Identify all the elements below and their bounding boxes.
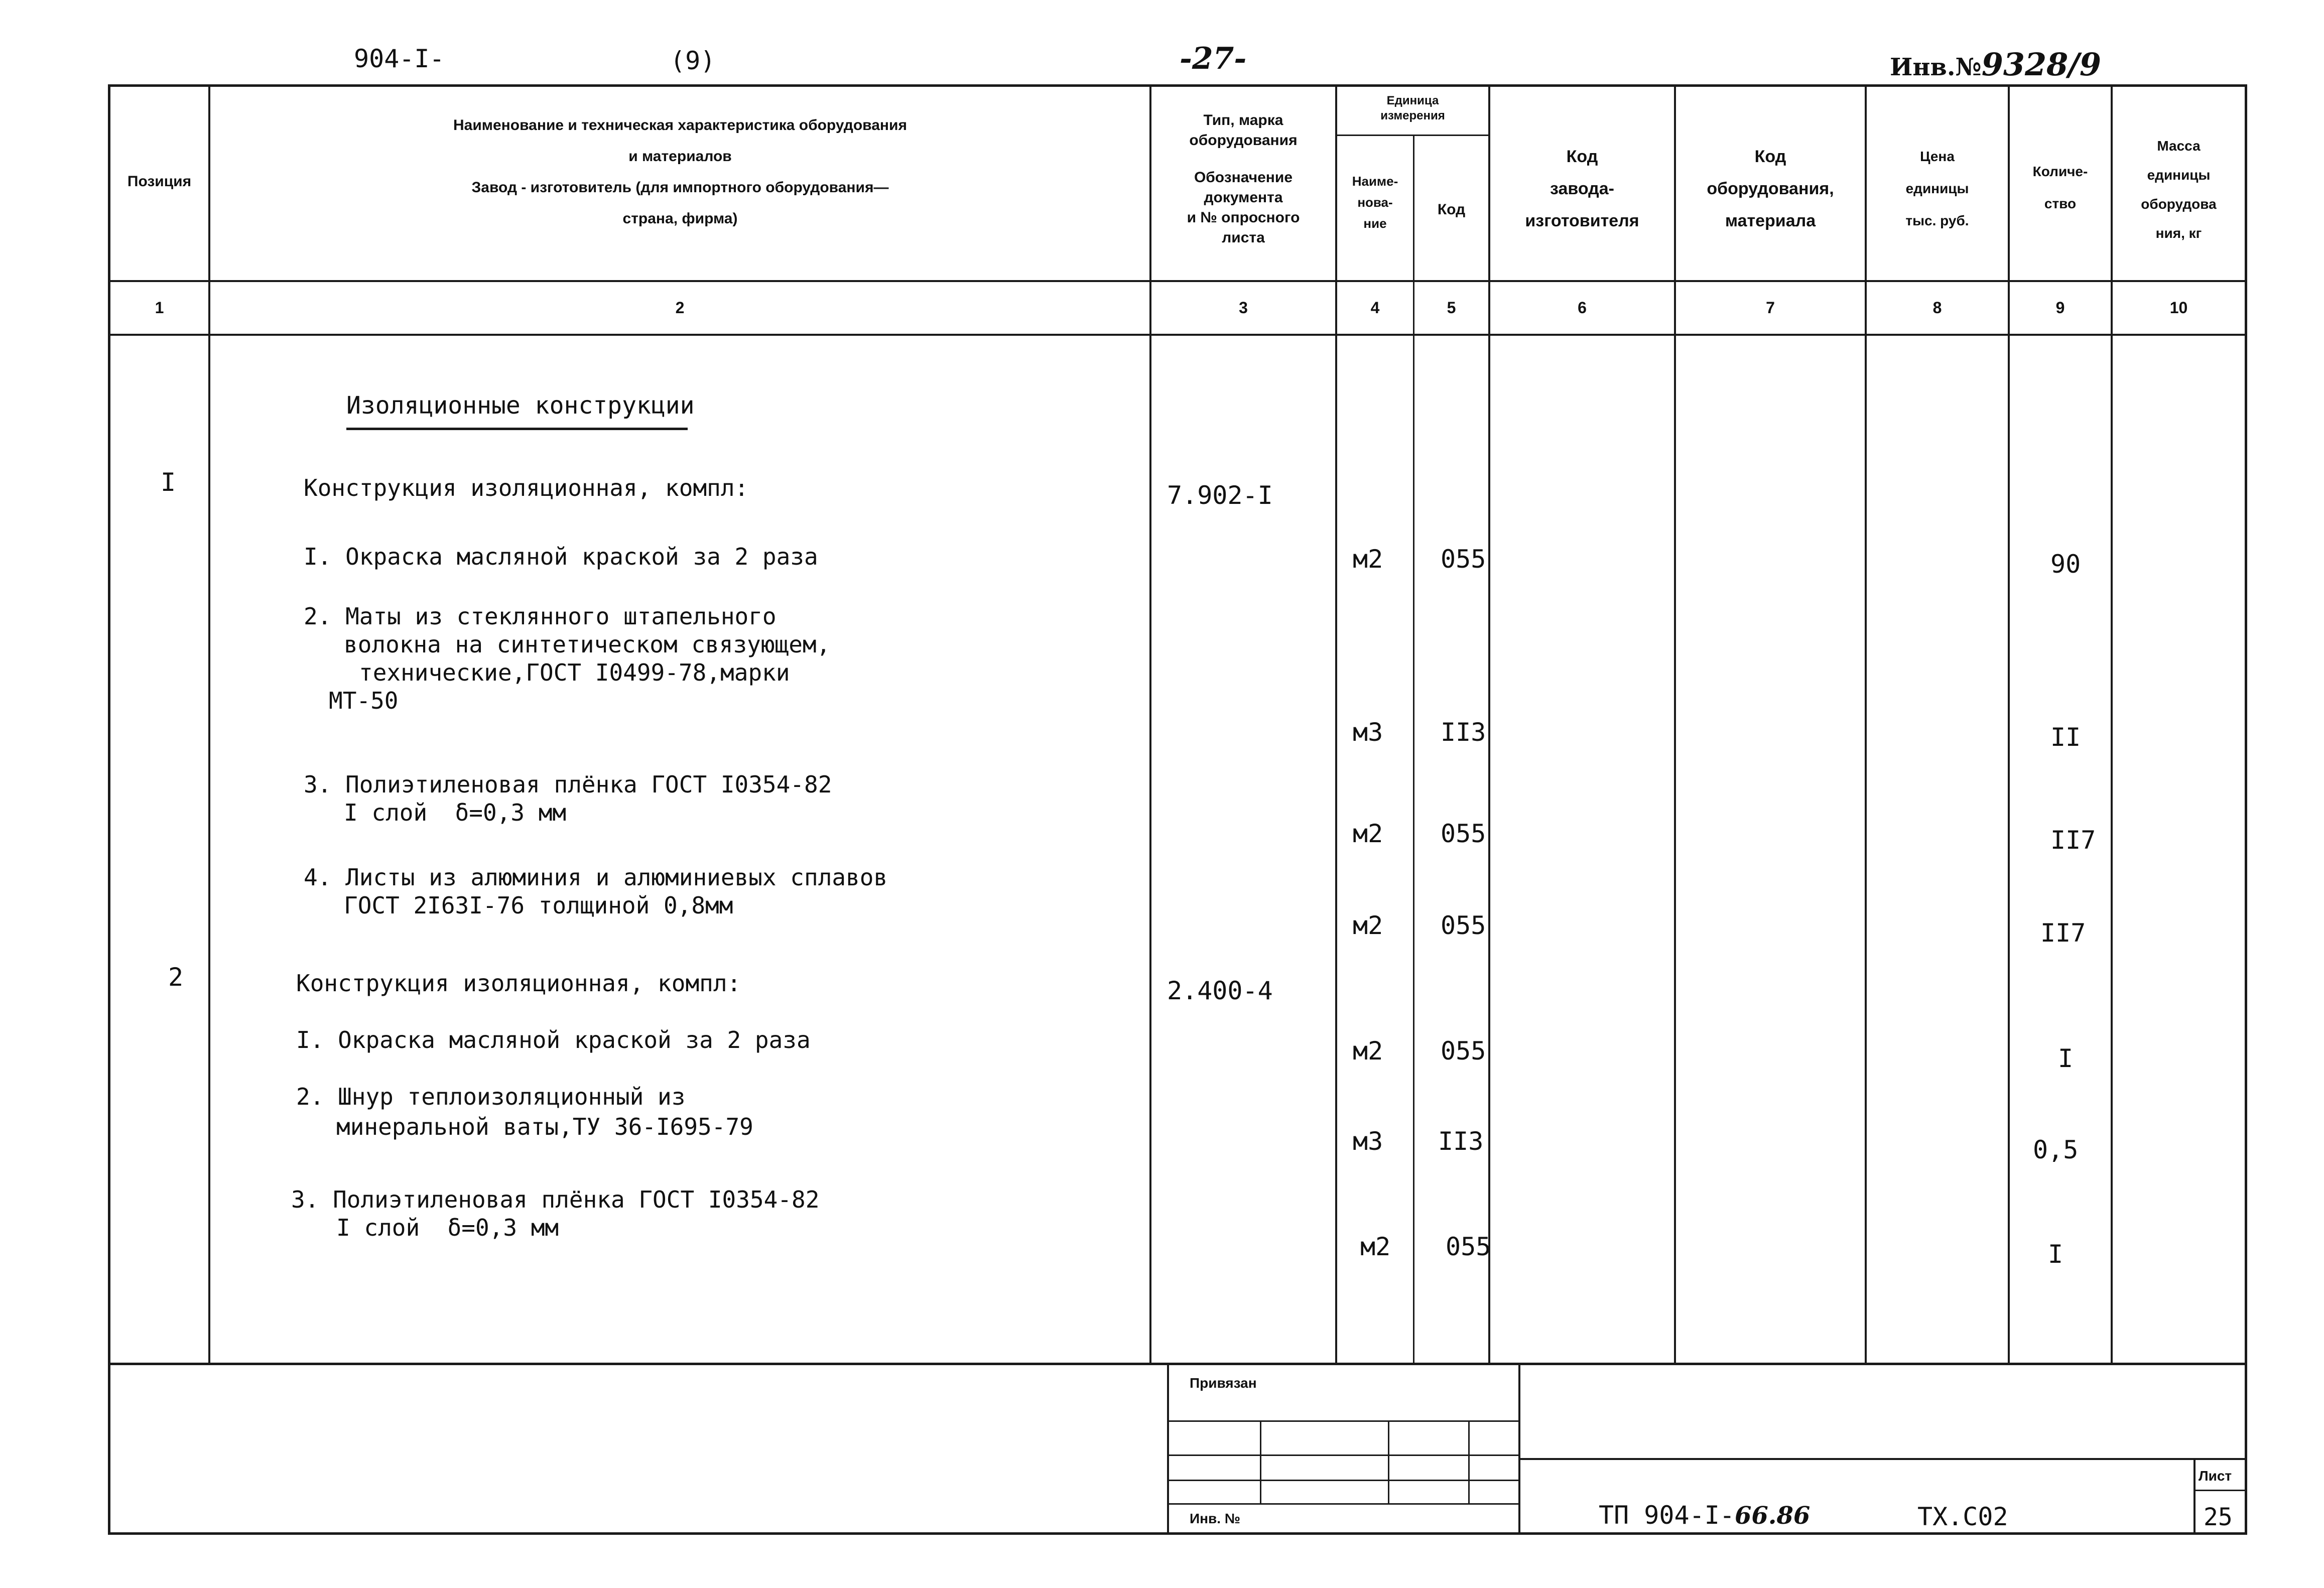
item2b-quantity: 0,5 bbox=[2033, 1135, 2079, 1164]
header-equipment-code bbox=[1676, 141, 1865, 237]
header-type-line4: документа bbox=[1204, 189, 1283, 206]
item2a-quantity: I bbox=[2058, 1044, 2074, 1073]
item2c-line2: I слой δ=0,3 мм bbox=[336, 1214, 559, 1241]
item1d-name bbox=[304, 863, 887, 919]
item1-type: 7.902-I bbox=[1167, 481, 1273, 510]
colnum-6: 6 bbox=[1578, 299, 1587, 317]
item2b-unit: м3 bbox=[1353, 1127, 1383, 1156]
sheet-label: Лист bbox=[2199, 1468, 2232, 1484]
header-equipment-code-line1: Код bbox=[1754, 147, 1786, 166]
page-number: -27- bbox=[1180, 41, 1247, 76]
header-mass-line1: Масса bbox=[2157, 138, 2201, 154]
footer-grid-row2 bbox=[1169, 1454, 1518, 1456]
col-line-1 bbox=[208, 84, 210, 1364]
inventory-stamp bbox=[1890, 46, 2101, 83]
sheet-box-left bbox=[2193, 1458, 2196, 1535]
header-unit-name-line2: нова- bbox=[1357, 195, 1393, 210]
col-line-5 bbox=[1488, 84, 1490, 1364]
col-line-6 bbox=[1674, 84, 1676, 1364]
header-unit-group bbox=[1337, 93, 1488, 123]
header-name bbox=[211, 114, 1149, 230]
header-price-line3: тыс. руб. bbox=[1905, 213, 1969, 228]
inventory-number: 9328/9 bbox=[1981, 46, 2102, 83]
frame-bottom bbox=[108, 1532, 2247, 1535]
item1c-line2: I слой δ=0,3 мм bbox=[344, 799, 567, 826]
colnum-7: 7 bbox=[1766, 299, 1775, 317]
item2c-code: 055 bbox=[1446, 1232, 1491, 1261]
footer-stamp-divider bbox=[1520, 1458, 2245, 1460]
item1-position: I bbox=[161, 468, 176, 497]
item1a-unit: м2 bbox=[1353, 545, 1383, 574]
footer-grid-row3 bbox=[1169, 1480, 1518, 1481]
project-code: 904-I- bbox=[354, 44, 445, 73]
document-code-prefix: ТП 904-I- bbox=[1599, 1501, 1735, 1530]
sheet-box-divider bbox=[2196, 1490, 2245, 1491]
colnum-2: 2 bbox=[675, 299, 685, 317]
item2c-unit: м2 bbox=[1360, 1232, 1391, 1261]
section-title-underline bbox=[346, 428, 688, 430]
header-unit-name-line3: ние bbox=[1363, 216, 1387, 231]
colnum-3: 3 bbox=[1239, 299, 1248, 317]
linked-label: Привязан bbox=[1190, 1375, 1257, 1391]
item1d-line2: ГОСТ 2I63I-76 толщиной 0,8мм bbox=[344, 892, 733, 919]
item1c-name bbox=[304, 770, 832, 827]
item1a-code: 055 bbox=[1441, 545, 1486, 574]
header-mass-line2: единицы bbox=[2147, 167, 2211, 183]
inventory-label: Инв.№ bbox=[1890, 53, 1982, 81]
header-type-line1: Тип, марка bbox=[1203, 112, 1283, 128]
item1c-code: 055 bbox=[1441, 819, 1486, 848]
item2-type: 2.400-4 bbox=[1167, 976, 1273, 1005]
header-position: Позиция bbox=[127, 173, 192, 190]
item1c-unit: м2 bbox=[1353, 819, 1383, 848]
item1b-unit: м3 bbox=[1353, 718, 1383, 747]
colnum-9: 9 bbox=[2055, 299, 2065, 317]
header-type-line2: оборудования bbox=[1189, 132, 1298, 149]
footer-grid-row4 bbox=[1169, 1503, 1518, 1505]
footer-grid-col1 bbox=[1260, 1420, 1261, 1503]
header-unit-group-line1: Единица bbox=[1386, 94, 1439, 107]
header-plant-code bbox=[1490, 141, 1674, 237]
item1b-line3: технические,ГОСТ I0499-78,марки bbox=[359, 659, 790, 686]
item1b-line1: 2. Маты из стеклянного штапельного bbox=[304, 603, 777, 630]
item1b-name bbox=[304, 602, 830, 715]
item1d-line1: 4. Листы из алюминия и алюминиевых сплавов bbox=[304, 864, 888, 891]
header-name-line4: страна, фирма) bbox=[622, 210, 738, 227]
header-name-line2: и материалов bbox=[628, 148, 732, 165]
footer-grid-col3 bbox=[1468, 1420, 1470, 1503]
inventory-no-label: Инв. № bbox=[1190, 1511, 1241, 1526]
item2b-line2: минеральной ваты,ТУ 36-I695-79 bbox=[336, 1113, 753, 1140]
header-quantity-line2: ство bbox=[2044, 196, 2077, 211]
header-unit-group-line2: измерения bbox=[1380, 109, 1445, 122]
col-line-7 bbox=[1865, 84, 1867, 1364]
header-equipment-code-line2: оборудования, bbox=[1707, 179, 1834, 198]
col-line-3 bbox=[1335, 84, 1337, 1364]
header-price bbox=[1867, 141, 2008, 237]
item1b-line2: волокна на синтетическом связующем, bbox=[344, 631, 831, 658]
body-bottom bbox=[108, 1363, 2247, 1365]
footer-grid-row1 bbox=[1169, 1420, 1518, 1422]
item1b-quantity: II bbox=[2050, 723, 2081, 752]
colnum-10: 10 bbox=[2169, 299, 2188, 317]
colnum-1: 1 bbox=[155, 299, 164, 317]
frame-top bbox=[108, 84, 2247, 87]
item2c-name bbox=[291, 1185, 819, 1242]
document-section: ТХ.С02 bbox=[1917, 1502, 2008, 1531]
header-unit-name bbox=[1337, 171, 1413, 234]
colnum-8: 8 bbox=[1932, 299, 1942, 317]
header-unit-code: Код bbox=[1437, 201, 1466, 218]
footer-block-left bbox=[1167, 1365, 1169, 1535]
header-type bbox=[1151, 110, 1335, 248]
project-part: (9) bbox=[670, 46, 716, 75]
header-type-line3: Обозначение bbox=[1194, 169, 1293, 186]
header-mass-line4: ния, кг bbox=[2155, 225, 2202, 241]
header-price-line2: единицы bbox=[1905, 181, 1969, 196]
header-divider bbox=[108, 280, 2247, 282]
item1c-line1: 3. Полиэтиленовая плёнка ГОСТ I0354-82 bbox=[304, 771, 832, 798]
item1a-name: I. Окраска масляной краской за 2 раза bbox=[304, 543, 818, 570]
item2b-line1: 2. Шнур теплоизоляционный из bbox=[296, 1083, 686, 1110]
unit-group-divider bbox=[1335, 135, 1488, 136]
header-plant-code-line2: завода- bbox=[1550, 179, 1614, 198]
item2-position: 2 bbox=[168, 963, 184, 992]
colnum-4: 4 bbox=[1370, 299, 1380, 317]
header-mass-line3: оборудова bbox=[2141, 196, 2217, 212]
header-type-line5: и № опросного bbox=[1187, 209, 1300, 226]
colnum-divider bbox=[108, 334, 2247, 336]
header-mass bbox=[2113, 131, 2245, 248]
document-code-number: 66.86 bbox=[1734, 1502, 1811, 1530]
item2c-line1: 3. Полиэтиленовая плёнка ГОСТ I0354-82 bbox=[291, 1186, 820, 1213]
item1d-quantity: II7 bbox=[2040, 918, 2086, 948]
item2a-name: I. Окраска масляной краской за 2 раза bbox=[296, 1026, 811, 1053]
col-line-4 bbox=[1413, 135, 1414, 1364]
item1-name: Конструкция изоляционная, компл: bbox=[304, 474, 749, 501]
item2b-code: II3 bbox=[1438, 1127, 1484, 1156]
item2b-name bbox=[296, 1082, 753, 1142]
section-title: Изоляционные конструкции bbox=[346, 391, 695, 420]
header-unit-name-line1: Наиме- bbox=[1352, 174, 1398, 189]
item1b-line4: МТ-50 bbox=[329, 687, 399, 714]
header-quantity bbox=[2010, 156, 2111, 220]
item2-name: Конструкция изоляционная, компл: bbox=[296, 970, 741, 997]
header-name-line3: Завод - изготовитель (для импортного оборудования— bbox=[471, 179, 889, 196]
header-quantity-line1: Количе- bbox=[2032, 164, 2088, 179]
item2c-quantity: I bbox=[2048, 1240, 2063, 1269]
header-name-line1: Наименование и техническая характеристика оборудования bbox=[453, 117, 907, 134]
footer-grid-col2 bbox=[1388, 1420, 1389, 1503]
col-line-2 bbox=[1149, 84, 1151, 1364]
header-type-line6: листа bbox=[1222, 229, 1265, 246]
header-equipment-code-line3: материала bbox=[1725, 211, 1816, 230]
item1d-code: 055 bbox=[1441, 911, 1486, 940]
col-line-8 bbox=[2008, 84, 2010, 1364]
col-line-9 bbox=[2111, 84, 2113, 1364]
header-plant-code-line3: изготовителя bbox=[1525, 211, 1639, 230]
item2a-code: 055 bbox=[1441, 1036, 1486, 1066]
item1a-quantity: 90 bbox=[2050, 550, 2081, 579]
header-price-line1: Цена bbox=[1920, 149, 1955, 164]
footer-block-right bbox=[1518, 1365, 1520, 1535]
frame-right bbox=[2245, 84, 2247, 1535]
item1d-unit: м2 bbox=[1353, 911, 1383, 940]
header-plant-code-line1: Код bbox=[1566, 147, 1598, 166]
colnum-5: 5 bbox=[1447, 299, 1456, 317]
item1b-code: II3 bbox=[1441, 718, 1486, 747]
item2a-unit: м2 bbox=[1353, 1036, 1383, 1066]
sheet-number: 25 bbox=[2204, 1503, 2233, 1531]
document-code bbox=[1599, 1501, 1810, 1530]
item1c-quantity: II7 bbox=[2050, 826, 2096, 855]
